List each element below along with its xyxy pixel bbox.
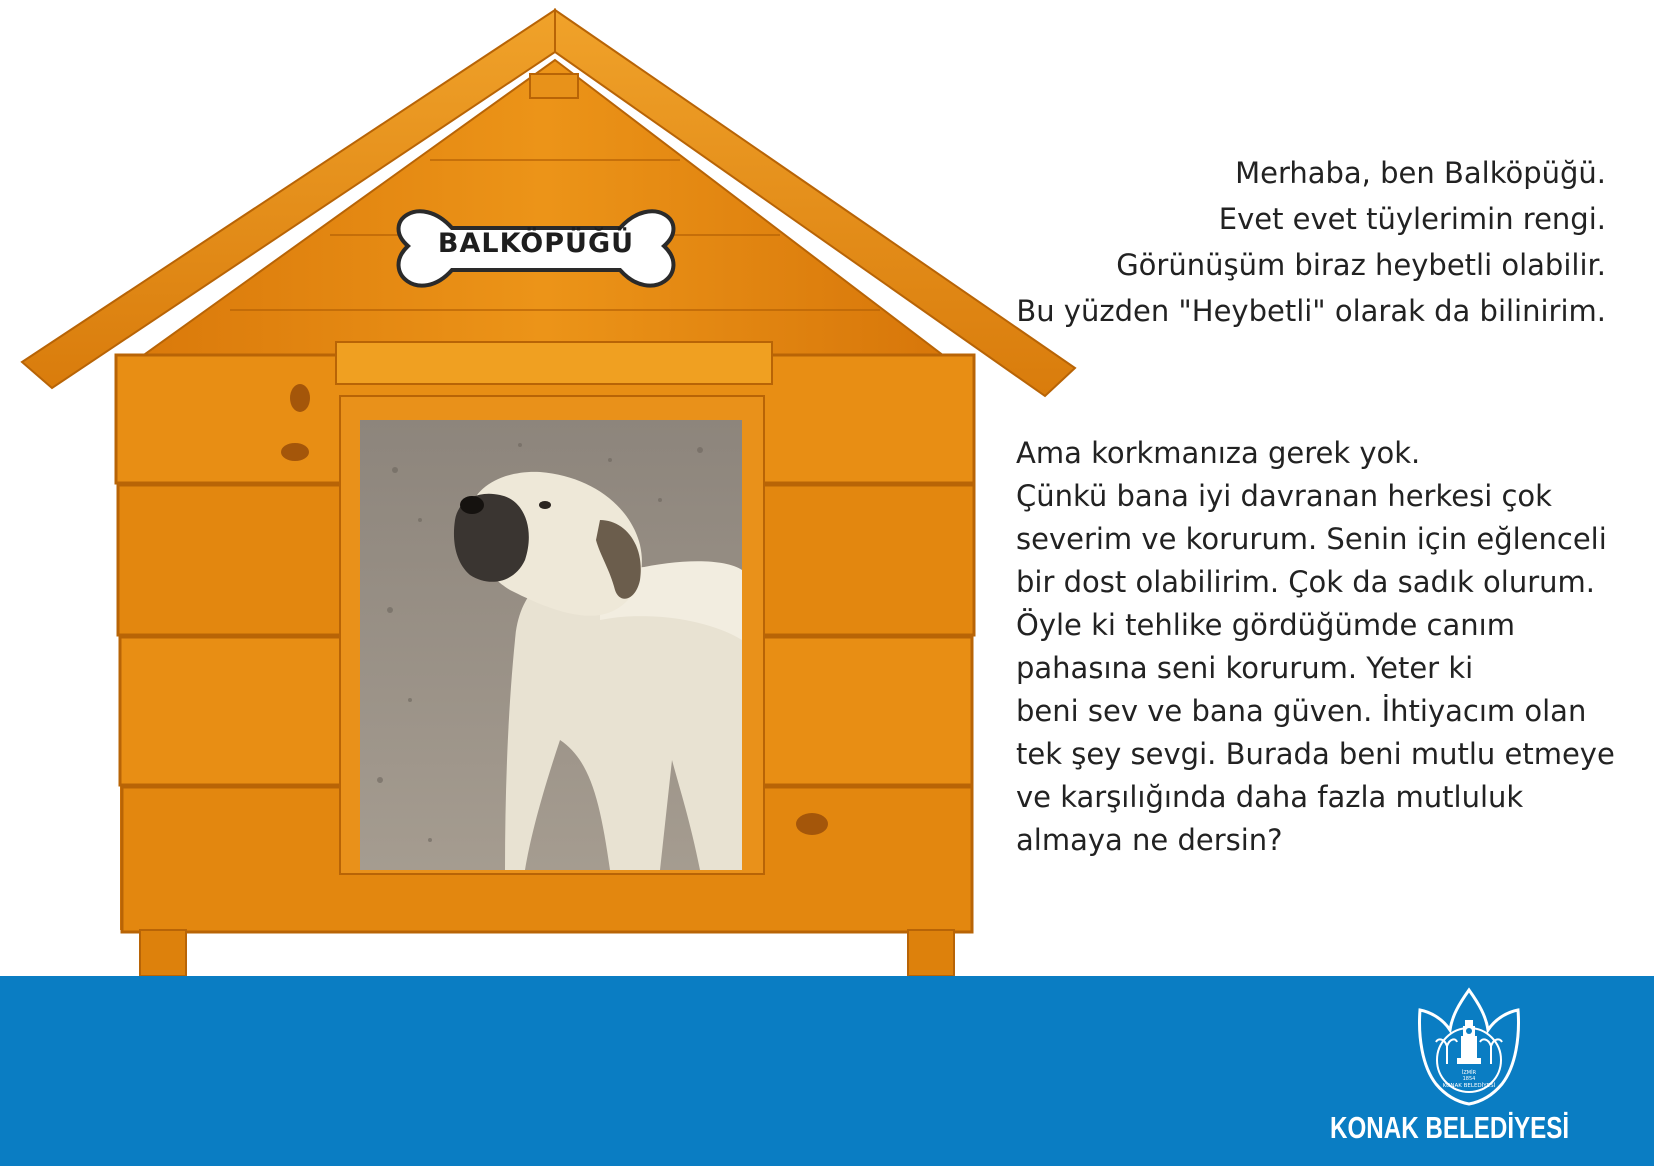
body-line: beni sev ve bana güven. İhtiyacım olan bbox=[1016, 694, 1587, 728]
intro-text bbox=[886, 150, 1606, 334]
name-sign-label: BALKÖPÜĞÜ bbox=[437, 228, 635, 259]
body-line: pahasına seni korurum. Yeter ki bbox=[1016, 651, 1474, 685]
body-line: tek şey sevgi. Burada beni mutlu etmeye bbox=[1016, 737, 1615, 771]
door-header bbox=[336, 342, 772, 384]
intro-line: Görünüşüm biraz heybetli olabilir. bbox=[1116, 248, 1606, 282]
logo-text-year: 1854 bbox=[1462, 1076, 1476, 1082]
intro-line: Bu yüzden "Heybetli" olarak da bilinirim. bbox=[1016, 294, 1606, 328]
body-line: Öyle ki tehlike gördüğümde canım bbox=[1016, 608, 1515, 642]
body-line: Çünkü bana iyi davranan herkesi çok bbox=[1016, 479, 1552, 513]
intro-line: Merhaba, ben Balköpüğü. bbox=[1235, 156, 1606, 190]
roof-ridge-cap bbox=[530, 74, 578, 98]
intro-line: Evet evet tüylerimin rengi. bbox=[1218, 202, 1606, 236]
house-leg-left bbox=[140, 930, 186, 976]
org-name: KONAK BELEDİYESİ bbox=[1330, 1110, 1570, 1145]
body-line: Ama korkmanıza gerek yok. bbox=[1016, 436, 1421, 470]
body-line: ve karşılığında daha fazla mutluluk bbox=[1016, 780, 1524, 814]
house-leg-right bbox=[908, 930, 954, 976]
logo-text-arc: KONAK BELEDİYESİ bbox=[1442, 1083, 1496, 1089]
body-line: bir dost olabilirim. Çok da sadık olurum. bbox=[1016, 565, 1595, 599]
logo-text-top: İZMİR bbox=[1461, 1070, 1477, 1076]
konak-belediyesi-logo bbox=[1414, 986, 1524, 1108]
body-line: almaya ne dersin? bbox=[1016, 823, 1283, 857]
body-text bbox=[1016, 432, 1636, 862]
dog-photo bbox=[360, 420, 742, 870]
body-line: severim ve korurum. Senin için eğlenceli bbox=[1016, 522, 1607, 556]
